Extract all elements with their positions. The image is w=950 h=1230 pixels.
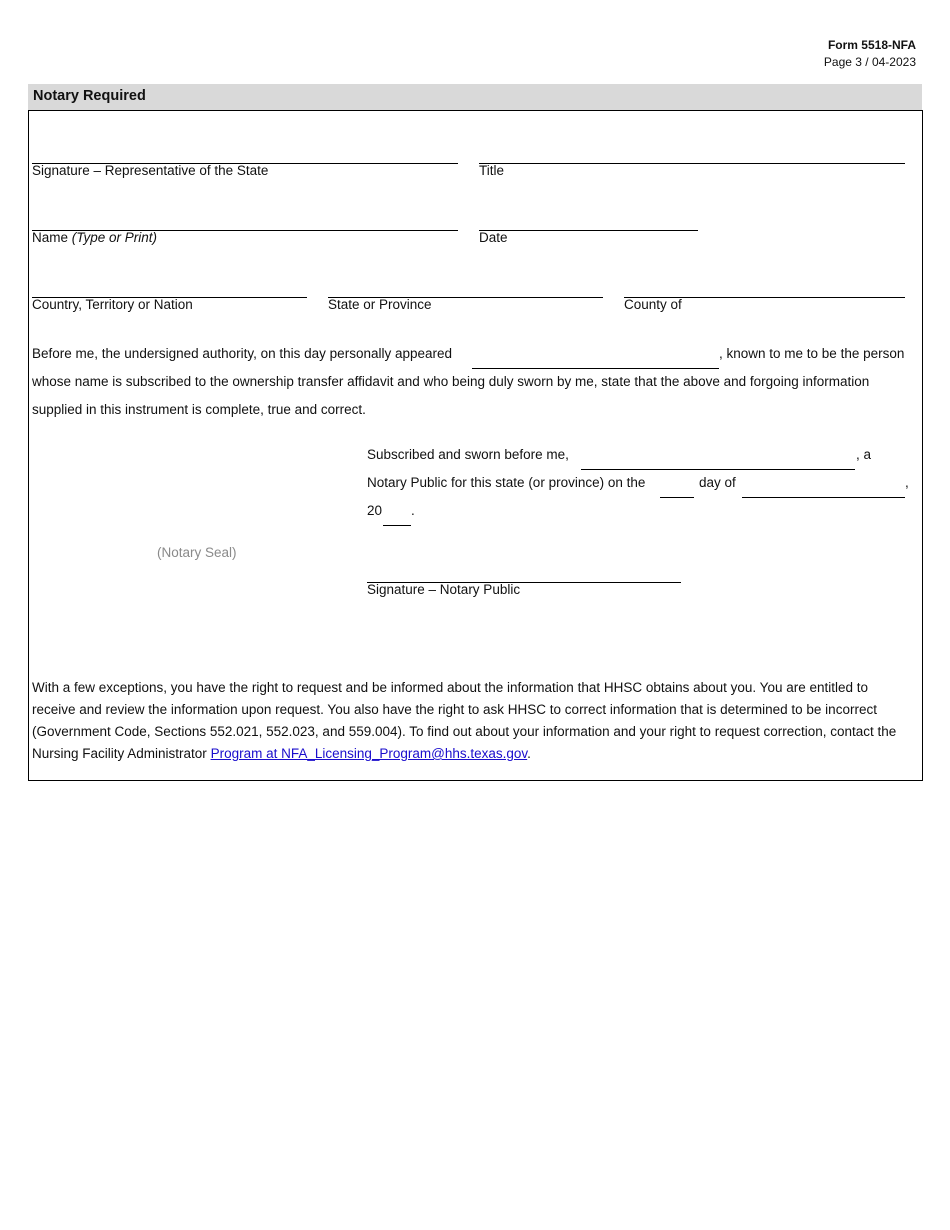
day-of-text: day of [699,475,736,490]
privacy-end: . [527,746,531,761]
date-label: Date [479,230,508,245]
section-title: Notary Required [33,88,146,104]
subscribed-text: Subscribed and sworn before me, [367,447,569,462]
name-label-text: Name [32,230,69,245]
notary-public-text: Notary Public for this state (or province) on the [367,475,646,490]
year-period: . [411,503,415,518]
affidavit-line1-end: , known to me to be the person [719,346,905,361]
affidavit-line1-start: Before me, the undersigned authority, on this day personally appeared [32,346,453,361]
notary-seal-label: (Notary Seal) [157,545,237,560]
comma-text: , [905,475,909,490]
appeared-person-field[interactable] [472,368,719,369]
notary-signature-label: Signature – Notary Public [367,582,521,597]
date-field[interactable] [479,230,698,231]
section-header [28,84,922,110]
month-field[interactable] [742,497,905,498]
a-text: , a [856,447,872,462]
page-version: Page 3 / 04-2023 [823,55,916,69]
sworn-before-field[interactable] [581,469,855,470]
state-label: State or Province [328,297,432,312]
form-number: Form 5518-NFA [827,38,916,52]
year-prefix: 20 [367,503,383,518]
title-field[interactable] [479,163,905,164]
title-label: Title [479,163,505,178]
country-label: Country, Territory or Nation [32,297,193,312]
year-field[interactable] [383,525,411,526]
affidavit-line3: supplied in this instrument is complete, true and correct. [32,402,366,417]
nfa-licensing-email-link[interactable]: Program at NFA_Licensing_Program@hhs.texas.gov [210,746,528,761]
affidavit-line2: whose name is subscribed to the ownership transfer affidavit and who being duly sworn by me, state that the above and forgoing information [32,374,870,389]
name-label [32,230,157,245]
privacy-notice [32,677,914,765]
county-label: County of [624,297,682,312]
name-label-hint: (Type or Print) [71,230,158,245]
privacy-text: With a few exceptions, you have the right to request and be informed about the information that HHSC obtains about you. You are entitled to receive and review the information upon request. You also have the right to ask HHSC to correct information that is determined to be incorrect (Government Code, Sections 552.021, 552.023, and 559.004). To find out about your information and your right to request correction, contact the Nursing Facility Administrator [32,680,897,761]
signature-representative-label: Signature – Representative of the State [32,163,269,178]
day-field[interactable] [660,497,694,498]
